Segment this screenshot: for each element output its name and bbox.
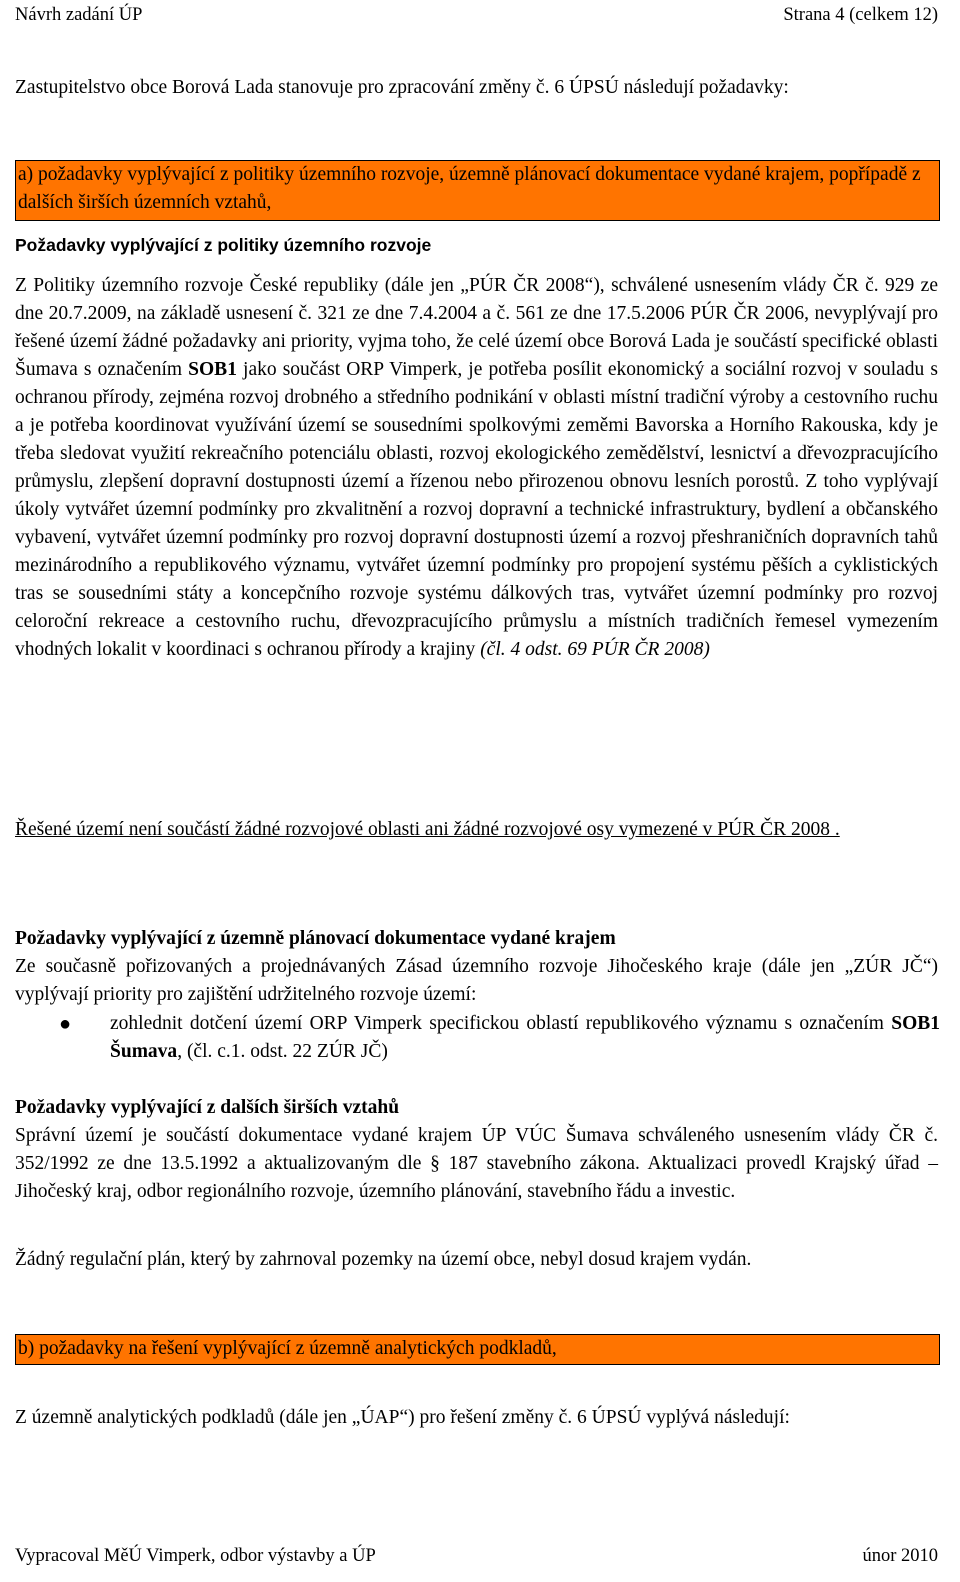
- bullet-icon: ●: [59, 1013, 72, 1035]
- section-b-paragraph: Z územně analytických podkladů (dále jen „ÚAP“) pro řešení změny č. 6 ÚPSÚ vyplývá následují:: [15, 1407, 790, 1428]
- kraj-bullet-text: [110, 1010, 940, 1066]
- pur-citation: (čl. 4 odst. 69 PÚR ČR 2008): [480, 639, 710, 660]
- kraj-bullet-item: [15, 1010, 940, 1066]
- kraj-heading: Požadavky vyplývající z územně plánovací dokumentace vydané krajem: [15, 928, 616, 949]
- footer-date: únor 2010: [862, 1546, 938, 1566]
- bullet-sob1-sumava: SOB1 Šumava: [110, 1013, 940, 1062]
- intro-paragraph: Zastupitelstvo obce Borová Lada stanovuje pro zpracování změny č. 6 ÚPSÚ následují požadavky:: [15, 77, 789, 98]
- pur-text-start: Z Politiky územního rozvoje České republiky (dále jen „PÚR ČR 2008“), schválené usnesením vlády ČR č. 929 ze dne 20.7.2009, na základě usnesení č. 321 ze dne 7.4.2004 a č. 561 ze dne 17.5.2006 PÚR ČR 2006, nevyplývají pro řešené území žádné požadavky ani priority, vyjma toho, že celé území obce Borová Lada je součástí specifické oblasti Šumava s označením: [15, 275, 938, 380]
- section-b-heading: b) požadavky na řešení vyplývající z územně analytických podkladů,: [15, 1334, 940, 1365]
- pur-sob1: SOB1: [188, 359, 237, 380]
- section-a-heading: a) požadavky vyplývající z politiky územního rozvoje, územně plánovací dokumentace vydané krajem, popřípadě z dalších širších územních vztahů,: [15, 160, 940, 221]
- regulacni-plan-paragraph: Žádný regulační plán, který by zahrnoval pozemky na území obce, nebyl dosud krajem vydán.: [15, 1249, 752, 1270]
- header-title: Návrh zadání ÚP: [15, 5, 143, 25]
- sirsi-paragraph: Správní území je součástí dokumentace vydané krajem ÚP VÚC Šumava schváleného usnesením vlády ČR č. 352/1992 ze dne 13.5.1992 a aktualizovaným dle § 187 stavebního zákona. Aktualizaci provedl Krajský úřad – Jihočeský kraj, odbor regionálního rozvoje, územního plánování, stavebního řádu a investic.: [15, 1125, 938, 1202]
- pur-text-end: jako součást ORP Vimperk, je potřeba posílit ekonomický a sociální rozvoj v souladu s ochranou přírody, zejména rozvoj drobného a středního podnikání v oblasti místní tradiční výroby a cestovního ruchu a je potřeba koordinovat využívání území se sousedními spolkovými zeměmi Bavorska a Horního Rakouska, kdy je třeba sledovat využití rekreačního potenciálu oblasti, rozvoj ekologického zemědělství, lesnictví a dřevozpracujícího průmyslu, zlepšení dopravní dostupnosti území a řízenou nebo přirozenou obnovu lesních porostů. Z toho vyplývají úkoly vytvářet územní podmínky pro zkvalitnění a rozvoj dopravní a technické infrastruktury, bydlení a občanského vybavení, vytvářet územní podmínky pro rozvoj dopravní dostupnosti území a rozvoj přeshraničních dopravních tahů mezinárodního a republikového významu, vytvářet územní podmínky pro propojení systému pěších a cyklistických tras se sousedními státy a koncepčního rozvoje systému dálkových tras, vytvářet územní podmínky pro rozvoj celoroční rekreace a cestovního ruchu, dřevozpracujícího průmyslu a místních tradičních řemesel vymezením vhodných lokalit v koordinaci s ochranou přírody a krajiny: [15, 359, 938, 660]
- pur-paragraph: [15, 272, 938, 664]
- header-page-number: Strana 4 (celkem 12): [783, 5, 938, 25]
- sirsi-heading: Požadavky vyplývající z dalších širších vztahů: [15, 1097, 400, 1118]
- pur-note: Řešené území není součástí žádné rozvojové oblasti ani žádné rozvojové osy vymezené v PÚR ČR 2008 .: [15, 819, 840, 840]
- bullet-text-end: , (čl. c.1. odst. 22 ZÚR JČ): [177, 1041, 388, 1062]
- bullet-text-start: zohlednit dotčení území ORP Vimperk specifickou oblastí republikového významu s označením: [110, 1013, 892, 1034]
- pur-heading: Požadavky vyplývající z politiky územního rozvoje: [15, 235, 432, 255]
- footer-author: Vypracoval MěÚ Vimperk, odbor výstavby a ÚP: [15, 1546, 376, 1566]
- kraj-paragraph: Ze současně pořizovaných a projednávaných Zásad územního rozvoje Jihočeského kraje (dále jen „ZÚR JČ“) vyplývají priority pro zajištění udržitelného rozvoje území:: [15, 956, 938, 1005]
